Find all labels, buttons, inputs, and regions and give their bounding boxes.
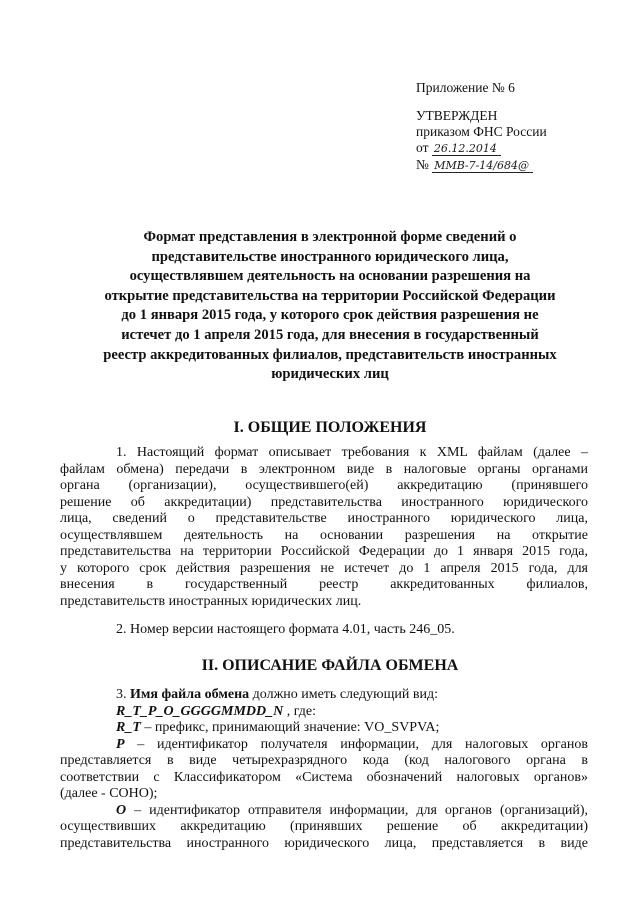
sender-text: – идентификатор отправителя информации, для органов (организаций),	[126, 802, 588, 818]
paragraph-line: осуществивших аккредитацию (принявших решение об аккредитации)	[60, 819, 588, 834]
paragraph-3	[60, 687, 588, 852]
title-line: до 1 января 2015 года, у которого срок действия разрешения не	[121, 307, 539, 324]
paragraph-line: представительства иностранного юридического лица, представляется в виде	[60, 835, 588, 851]
prefix-key: R_T	[116, 720, 141, 735]
paragraph-2	[60, 622, 588, 639]
paragraph-1	[60, 445, 588, 610]
paragraph-line: осуществлявшем деятельность на основании разрешения на открытие	[60, 527, 588, 543]
title-line: юридических лиц	[271, 366, 389, 383]
paragraph-text: должно иметь следующий вид:	[249, 687, 439, 702]
paragraph-line: представительств иностранных юридических лиц.	[60, 593, 362, 609]
paragraph-line	[60, 687, 588, 704]
paragraph-line: представляется в виде четырехразрядного кода (код налогового органа в	[60, 753, 588, 768]
order-date-prefix: от	[416, 140, 429, 155]
order-date-handwritten: 26.12.2014	[432, 142, 501, 156]
paragraph-line: файлам обмена) передачи в электронном виде в налоговые органы органами	[60, 461, 588, 477]
order-date-line	[416, 140, 616, 157]
paragraph-line: (далее - СОНО);	[60, 786, 158, 801]
document-title	[60, 228, 600, 385]
prefix-line	[60, 720, 588, 737]
file-name-term: Имя файла обмена	[130, 687, 250, 702]
paragraph-line: представительства на территории Российской Федерации до 1 января 2015 года,	[60, 544, 588, 559]
paragraph-line: лица, сведений о представительстве иностранного юридического лица,	[60, 511, 588, 526]
prefix-text: – префикс, принимающий значение: VO_SVPVA;	[140, 720, 440, 735]
title-line: открытие представительства на территории Российской Федерации	[104, 287, 556, 304]
filename-pattern-line	[60, 704, 588, 721]
order-number-prefix: №	[416, 157, 429, 172]
recipient-line	[60, 737, 588, 754]
appendix-number: Приложение № 6	[416, 80, 515, 95]
paragraph-line: органа (организации), осуществившего(ей) аккредитацию (принявшего	[60, 478, 588, 493]
order-number-handwritten: ММВ-7-14/684@	[432, 159, 533, 173]
sender-line	[60, 803, 588, 820]
recipient-text: – идентификатор получателя информации, для налоговых органов	[124, 736, 588, 752]
paragraph-line: 1. Настоящий формат описывает требования к XML файлам (далее –	[116, 445, 588, 460]
paragraph-line: 2. Номер версии настоящего формата 4.01, часть 246_05.	[116, 622, 455, 637]
recipient-key: P	[116, 736, 125, 752]
approved-by-order: приказом ФНС России	[416, 124, 547, 139]
title-line: осуществлявшем деятельность на основании разрешения на	[129, 268, 531, 285]
filename-suffix: , где:	[283, 703, 317, 719]
filename-pattern: R_T_P_O_GGGGMMDD_N	[116, 703, 284, 719]
title-line: истечет до 1 апреля 2015 года, для внесения в государственный	[121, 326, 539, 343]
item-number: 3.	[116, 687, 130, 702]
approval-stamp	[416, 80, 616, 174]
title-line: реестр аккредитованных филиалов, представительств иностранных	[103, 346, 557, 363]
title-line: Формат представления в электронной форме сведений о	[143, 229, 517, 245]
order-number-line	[416, 157, 616, 174]
paragraph-line: внесения в государственный реестр аккредитованных филиалов,	[60, 577, 588, 592]
section-heading-file-description: II. ОПИСАНИЕ ФАЙЛА ОБМЕНА	[201, 657, 459, 674]
paragraph-line: у которого срок действия разрешения не истечет до 1 апреля 2015 года, для	[60, 560, 588, 576]
title-line: представительстве иностранного юридического лица,	[151, 248, 509, 265]
approved-label: УТВЕРЖДЕН	[416, 108, 498, 123]
sender-key: O	[116, 802, 127, 818]
section-heading-general: I. ОБЩИЕ ПОЛОЖЕНИЯ	[233, 419, 427, 436]
paragraph-line: соответствии с Классификатором «Система обозначений налоговых органов»	[60, 769, 588, 785]
paragraph-line: решение об аккредитации) представительства иностранного юридического	[60, 494, 588, 510]
